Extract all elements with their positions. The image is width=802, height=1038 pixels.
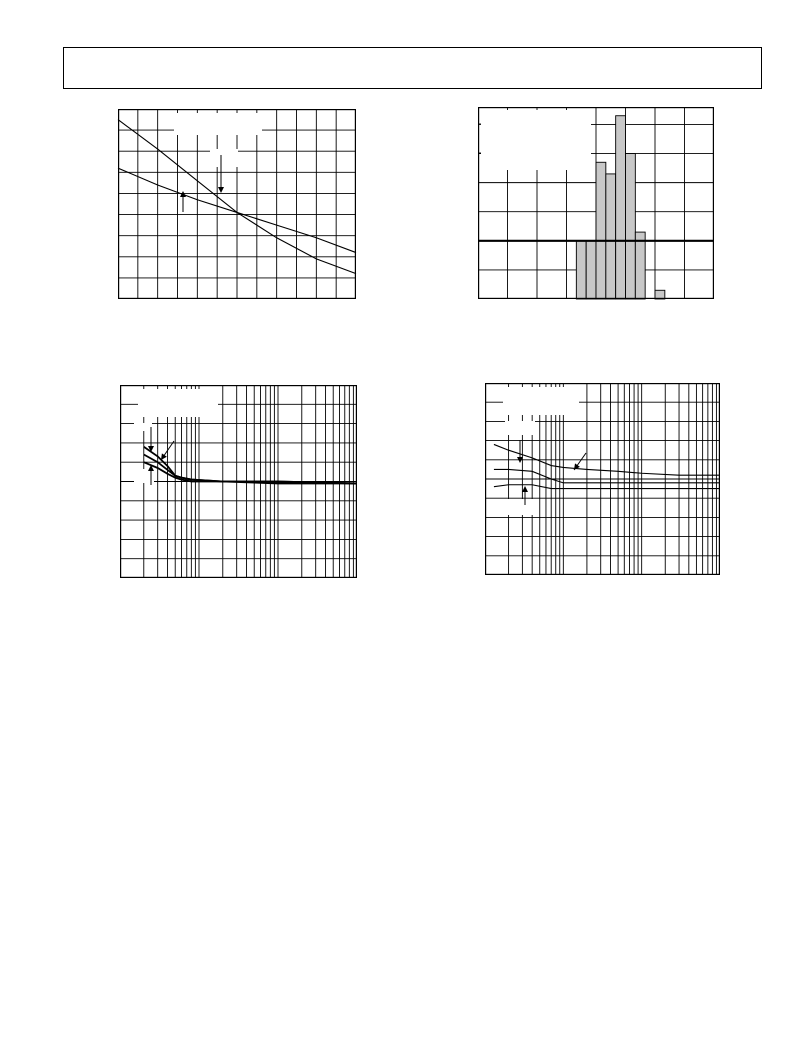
series-line-3 — [494, 485, 720, 489]
chart-4-log-lines — [485, 383, 720, 575]
legend-box — [507, 499, 535, 515]
annotation-arrow-slant-head — [161, 453, 167, 460]
chart-2-histogram — [478, 107, 714, 299]
legend-box — [481, 110, 591, 170]
histogram-bar — [606, 174, 616, 299]
page-header-box — [63, 47, 762, 89]
histogram-bar — [586, 241, 596, 299]
annotation-arrow-down-head — [218, 187, 224, 193]
annotation-arrow-up-head — [522, 486, 528, 492]
series-line-3 — [144, 462, 357, 483]
legend-box — [138, 389, 218, 417]
histogram-bar — [626, 154, 636, 299]
histogram-bar — [576, 241, 586, 299]
series-line-2 — [144, 454, 357, 483]
series-line-2 — [494, 469, 720, 482]
histogram-bar — [655, 290, 665, 299]
legend-box — [505, 421, 535, 435]
chart-3-log-lines — [120, 385, 357, 578]
histogram-bar — [616, 116, 626, 299]
legend-box — [503, 387, 579, 415]
legend-box — [134, 423, 152, 431]
histogram-bar — [635, 232, 645, 299]
legend-box — [174, 113, 262, 135]
annotation-box — [210, 149, 238, 167]
chart-1-linear-lines — [118, 109, 356, 299]
histogram-bar — [596, 162, 606, 299]
